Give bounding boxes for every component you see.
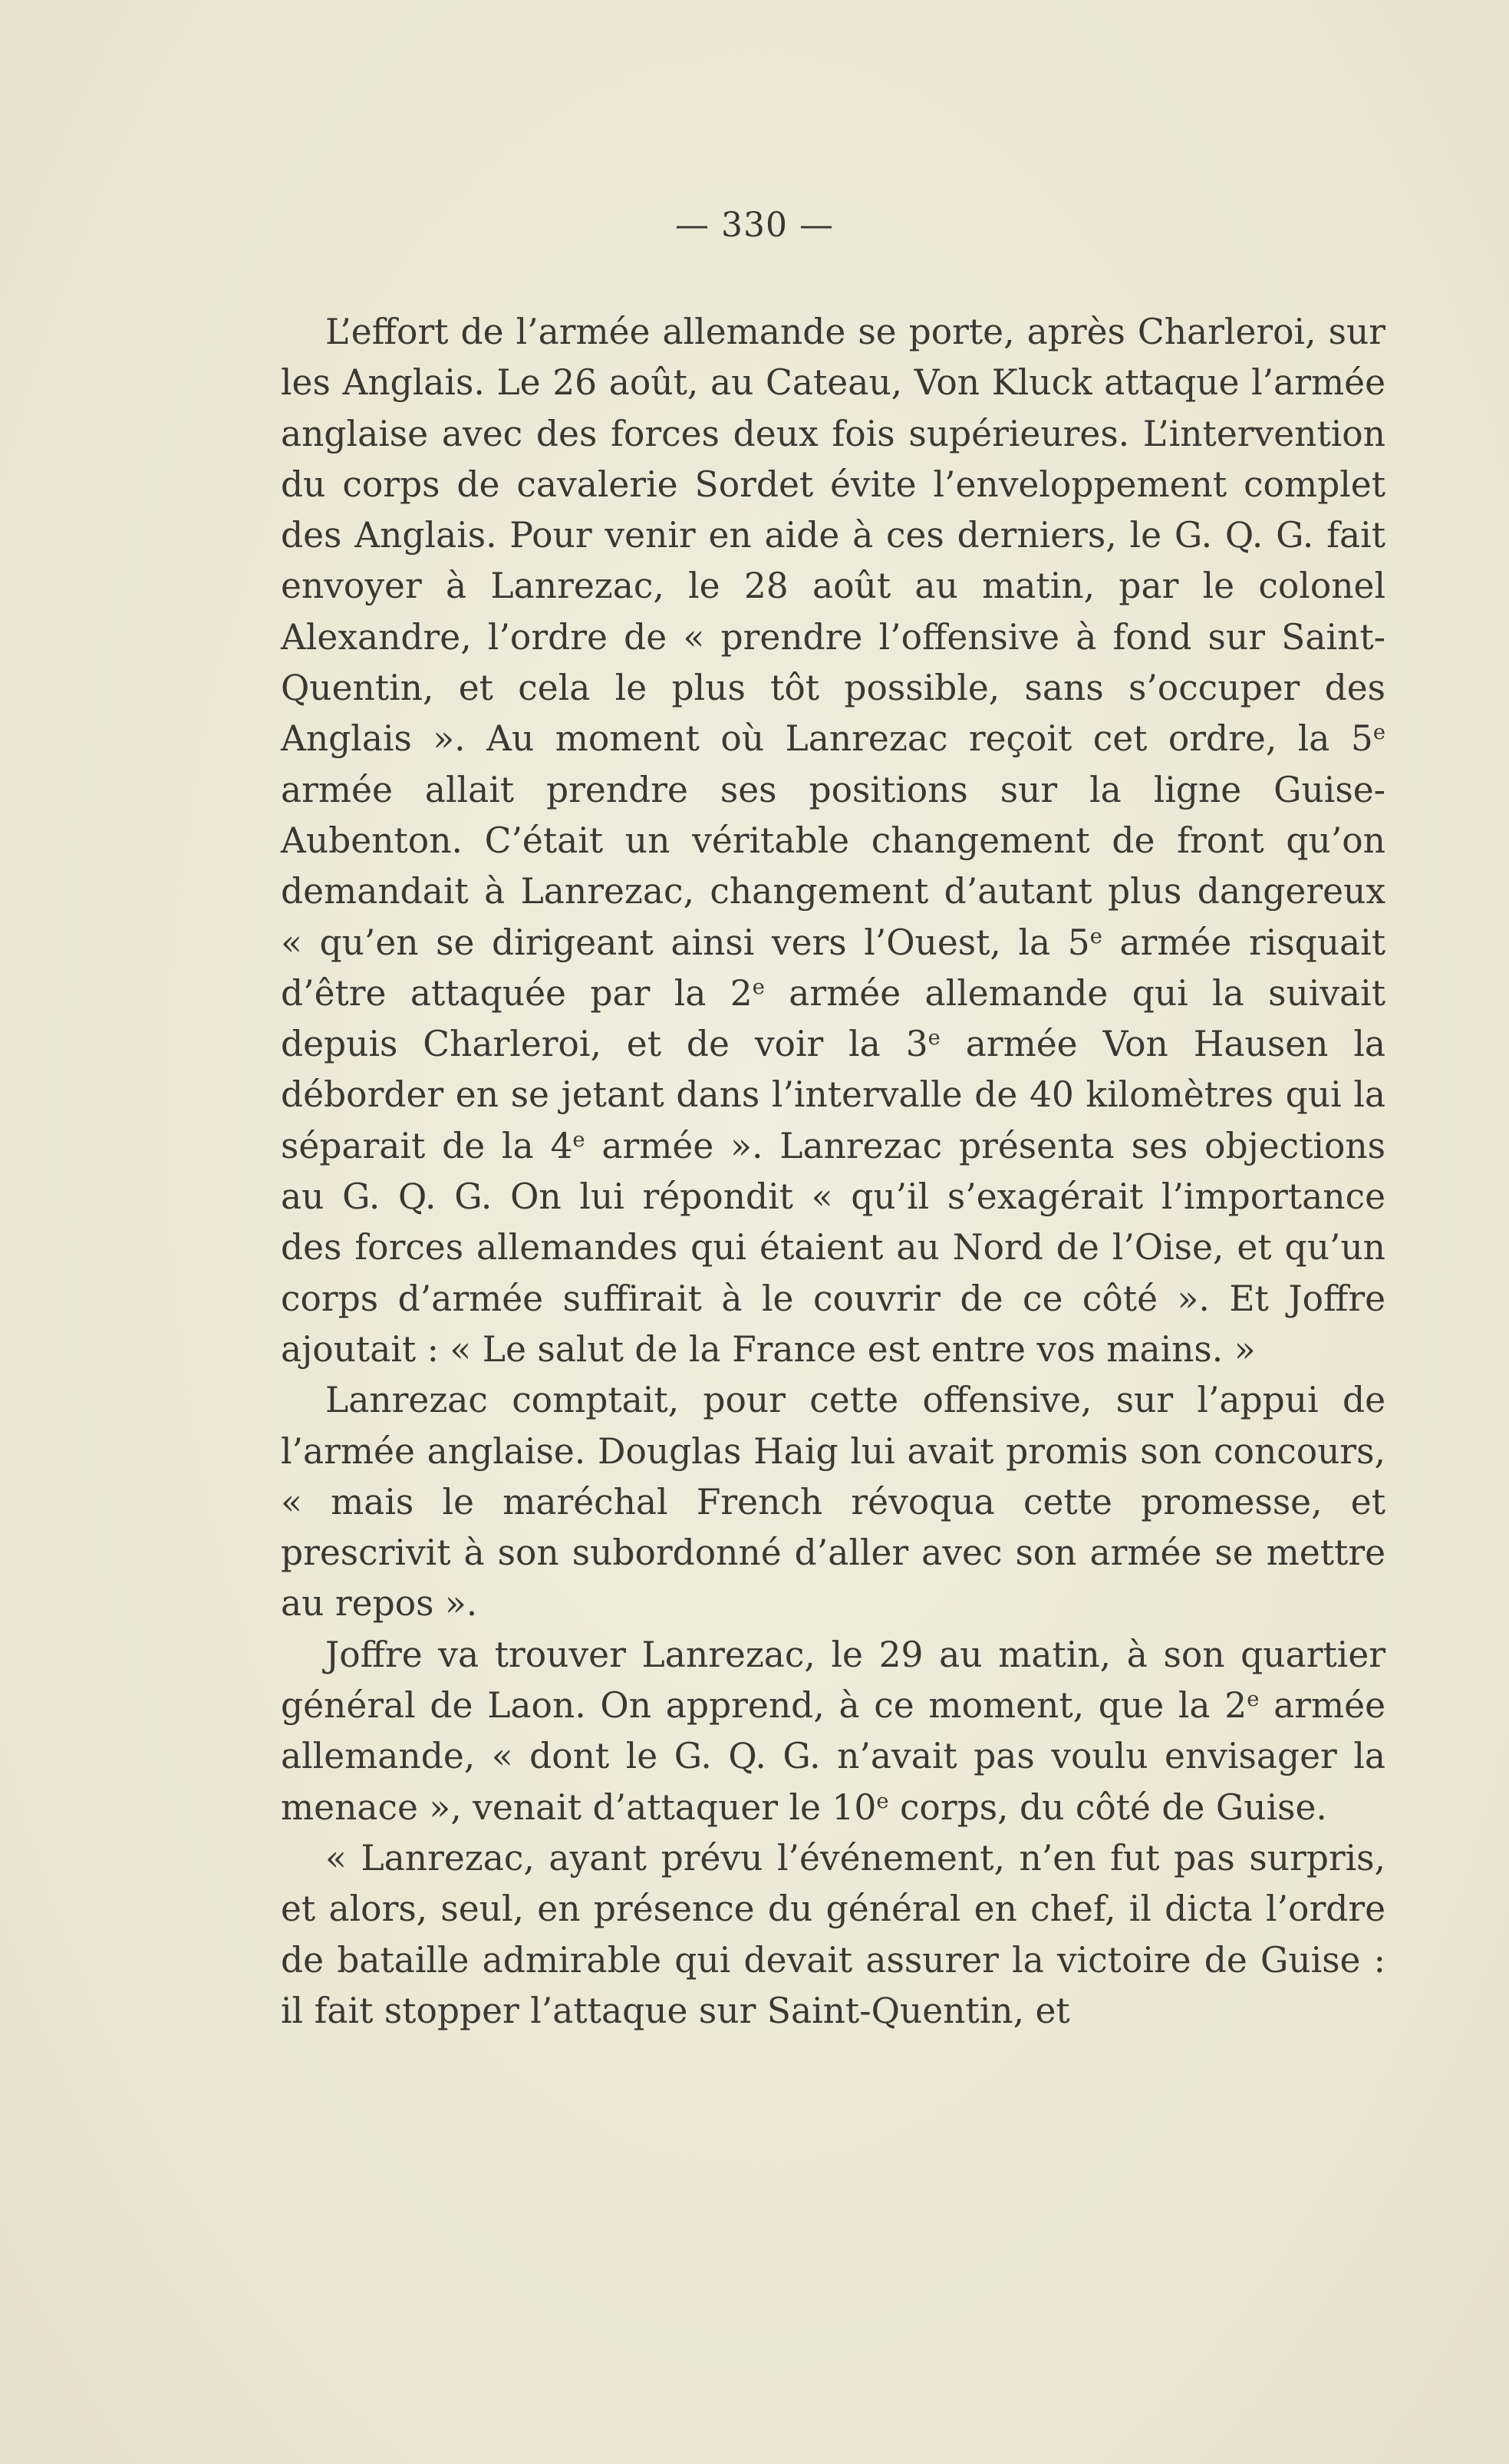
text-run: armée risquait d’être attaquée par la 2	[281, 922, 1385, 1014]
text-run: armée Von Hausen la déborder en se jetant dans l’intervalle de 40 kilomètres qui la séparait de la 4	[281, 1024, 1385, 1166]
text-run: Lanrezac comptait, pour cette offensive, sur l’appui de l’armée anglaise. Douglas Haig lui avait promis son concours, « mais le maréchal French révoqua cette promesse, et prescrivit à son subordonné d’aller avec son armée se mettre au repos ».	[281, 1380, 1385, 1625]
body-text	[281, 307, 1385, 2037]
ordinal-superscript: e	[1247, 1687, 1260, 1712]
text-run: L’effort de l’armée allemande se porte, après Charleroi, sur les Anglais. Le 26 août, au Cateau, Von Kluck attaque l’armée anglaise avec des forces deux fois supérieures. L’intervention du corps de cavalerie Sordet évite l’enveloppement complet des Anglais. Pour venir en aide à ces derniers, le G. Q. G. fait envoyer à Lanrezac, le 28 août au matin, par le colonel Alexandre, l’ordre de « prendre l’offensive à fond sur Saint-Quentin, et cela le plus tôt possible, sans s’occuper des Anglais ». Au moment où Lanrezac reçoit cet ordre, la 5	[281, 312, 1385, 760]
paragraph-2	[281, 1375, 1385, 1629]
ordinal-superscript: e	[927, 1026, 941, 1051]
text-run: armée allemande qui la suivait depuis Charleroi, et de voir la 3	[281, 972, 1385, 1065]
paragraph-3	[281, 1630, 1385, 1833]
ordinal-superscript: e	[572, 1127, 585, 1152]
text-run: armée allemande, « dont le G. Q. G. n’avait pas voulu envisager la menace », venait d’attaquer le 10	[281, 1685, 1386, 1828]
text-run: corps, du côté de Guise.	[888, 1786, 1327, 1828]
text-run: Joffre va trouver Lanrezac, le 29 au matin, à son quartier général de Laon. On apprend, à ce moment, que la 2	[281, 1634, 1385, 1727]
ordinal-superscript: e	[1372, 721, 1385, 745]
text-run: armée allait prendre ses positions sur la ligne Guise-Aubenton. C’était un véritable changement de front qu’on demandait à Lanrezac, changement d’autant plus dangereux « qu’en se dirigeant ainsi vers l’Ouest, la 5	[281, 769, 1385, 963]
paragraph-1	[281, 307, 1385, 1375]
ordinal-superscript: e	[1089, 924, 1102, 948]
ordinal-superscript: e	[752, 975, 765, 999]
text-run: armée ». Lanrezac présenta ses objections au G. Q. G. On lui répondit « qu’il s’exagérait l’importance des forces allemandes qui étaient au Nord de l’Oise, et qu’un corps d’armée suffirait à le couvrir de ce côté ». Et Joffre ajoutait : « Le salut de la France est entre vos mains. »	[281, 1125, 1385, 1370]
ordinal-superscript: e	[876, 1789, 889, 1813]
text-run: « Lanrezac, ayant prévu l’événement, n’en fut pas surpris, et alors, seul, en présence du général en chef, il dicta l’ordre de bataille admirable qui devait assurer la victoire de Guise : il fait stopper l’attaque sur Saint-Quentin, et	[281, 1837, 1385, 2031]
paragraph-4	[281, 1833, 1385, 2037]
page-number: — 330 —	[675, 206, 834, 245]
